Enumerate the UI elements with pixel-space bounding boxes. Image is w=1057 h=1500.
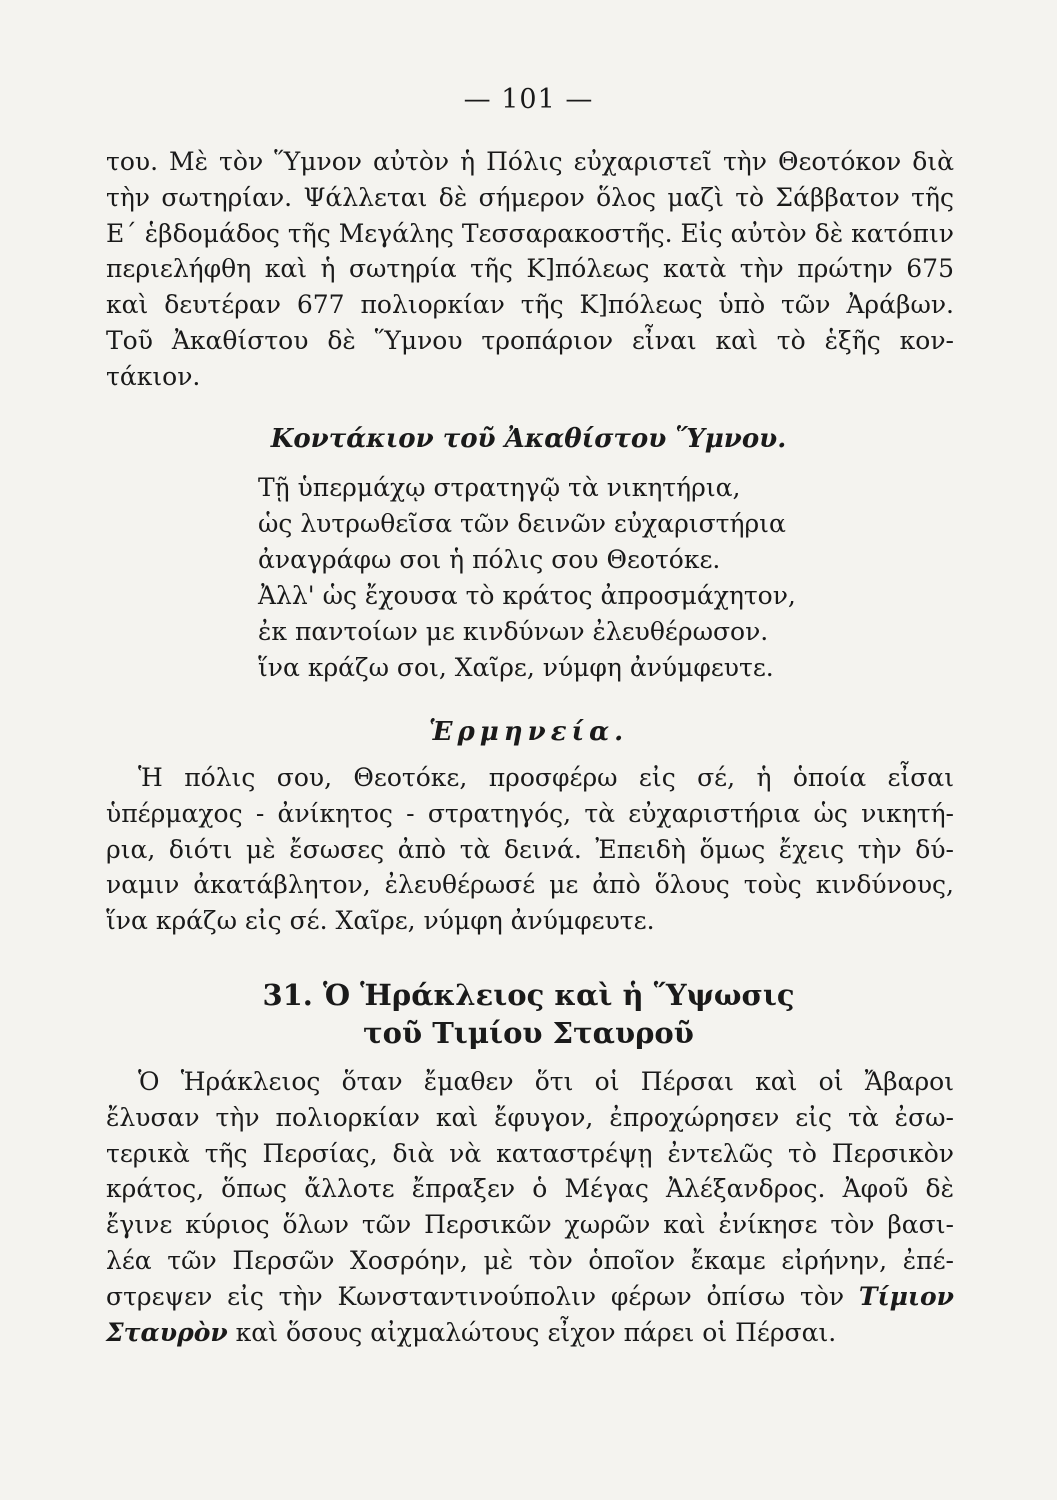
section-paragraph (106, 1064, 954, 1350)
text-line: ρια, διότι μὲ ἔσωσες ἀπὸ τὰ δεινά. Ἐπειδὴ ὅμως ἔχεις τὴν δύ- (106, 834, 954, 864)
text-line: Τοῦ Ἀκαθίστου δὲ Ὕμνου τροπάριον εἶναι καὶ τὸ ἑξῆς κον- (106, 325, 954, 355)
verse-line: Ἀλλ' ὡς ἔχουσα τὸ κράτος ἀπροσμάχητον, (258, 581, 796, 610)
text-line: κράτος, ὅπως ἄλλοτε ἔπραξεν ὁ Μέγας Ἀλέξανδρος. Ἀφοῦ δὲ (106, 1174, 954, 1204)
section-title-line: τοῦ Τιμίου Σταυροῦ (363, 1016, 694, 1050)
text-line: ἔλυσαν τὴν πολιορκίαν καὶ ἔφυγον, ἐπροχώρησεν εἰς τὰ ἐσω- (106, 1102, 954, 1132)
text-line: ἔγινε κύριος ὅλων τῶν Περσικῶν χωρῶν καὶ ἐνίκησε τὸν βασι- (106, 1210, 954, 1240)
text-line: τερικὰ τῆς Περσίας, διὰ νὰ καταστρέψῃ ἐντελῶς τὸ Περσικὸν (106, 1138, 954, 1168)
text-line: ἵνα κράζω εἰς σέ. Χαῖρε, νύμφη ἀνύμφευτε. (106, 906, 655, 936)
text-line-content: καὶ ὅσους αἰχμαλώτους εἶχον πάρει οἱ Πέρσαι. (227, 1317, 837, 1347)
page-number: — 101 — (463, 84, 594, 115)
emphasis-text: Σταυρὸν (106, 1317, 228, 1347)
kontakion-heading: Κοντάκιον τοῦ Ἀκαθίστου Ὕμνου. (270, 424, 787, 454)
verse-line: ὡς λυτρωθεῖσα τῶν δεινῶν εὐχαριστήρια (258, 509, 786, 538)
text-line: ναμιν ἀκατάβλητον, ἐλευθέρωσέ με ἀπὸ ὅλους τοὺς κινδύνους, (106, 870, 954, 900)
text-line (106, 1315, 954, 1351)
text-line: Ὁ Ἡράκλειος ὅταν ἔμαθεν ὅτι οἱ Πέρσαι καὶ οἱ Ἄβαροι (138, 1067, 954, 1096)
hermeneia-paragraph (106, 760, 954, 939)
intro-paragraph (106, 144, 954, 395)
verse-line: Τῇ ὑπερμάχῳ στρατηγῷ τὰ νικητήρια, (258, 473, 741, 502)
emphasis-text: Τίμιον (858, 1281, 955, 1311)
text-line: τὴν σωτηρίαν. Ψάλλεται δὲ σήμερον ὅλος μαζὶ τὸ Σάββατον τῆς (106, 182, 954, 212)
text-line: Ἡ πόλις σου, Θεοτόκε, προσφέρω εἰς σέ, ἡ ὁποία εἶσαι (138, 763, 954, 792)
text-line: λέα τῶν Περσῶν Χοσρόην, μὲ τὸν ὁποῖον ἔκαμε εἰρήνην, ἐπέ- (106, 1245, 954, 1275)
text-line: του. Μὲ τὸν Ὕμνον αὐτὸν ἡ Πόλις εὐχαριστεῖ τὴν Θεοτόκον διὰ (106, 147, 954, 176)
verse-line: ἐκ παντοίων με κινδύνων ἐλευθέρωσον. (258, 617, 769, 646)
text-line: περιελήφθη καὶ ἡ σωτηρία τῆς Κ]πόλεως κατὰ τὴν πρώτην 675 (106, 254, 954, 284)
section-title (0, 976, 1057, 1052)
section-title-line: 31. Ὁ Ἡράκλειος καὶ ἡ Ὕψωσις (262, 978, 795, 1012)
verse-line: ἵνα κράζω σοι, Χαῖρε, νύμφη ἀνύμφευτε. (258, 653, 774, 682)
verse-line: ἀναγράφω σοι ἡ πόλις σου Θεοτόκε. (258, 545, 721, 574)
hermeneia-heading: Ἑρμηνεία. (428, 717, 629, 747)
text-line: καὶ δευτέραν 677 πολιορκίαν τῆς Κ]πόλεως ὑπὸ τῶν Ἀράβων. (106, 290, 954, 320)
kontakion-verse (258, 470, 796, 686)
text-line: τάκιον. (106, 361, 201, 391)
text-line: Ε΄ ἑβδομάδος τῆς Μεγάλης Τεσσαρακοστῆς. Εἰς αὐτὸν δὲ κατόπιν (106, 218, 954, 248)
text-line-content: στρεψεν εἰς τὴν Κωνσταντινούπολιν φέρων ὀπίσω τὸν (106, 1281, 845, 1311)
text-line (106, 1279, 954, 1315)
text-line: ὑπέρμαχος - ἀνίκητος - στρατηγός, τὰ εὐχαριστήρια ὡς νικητή- (106, 798, 954, 828)
